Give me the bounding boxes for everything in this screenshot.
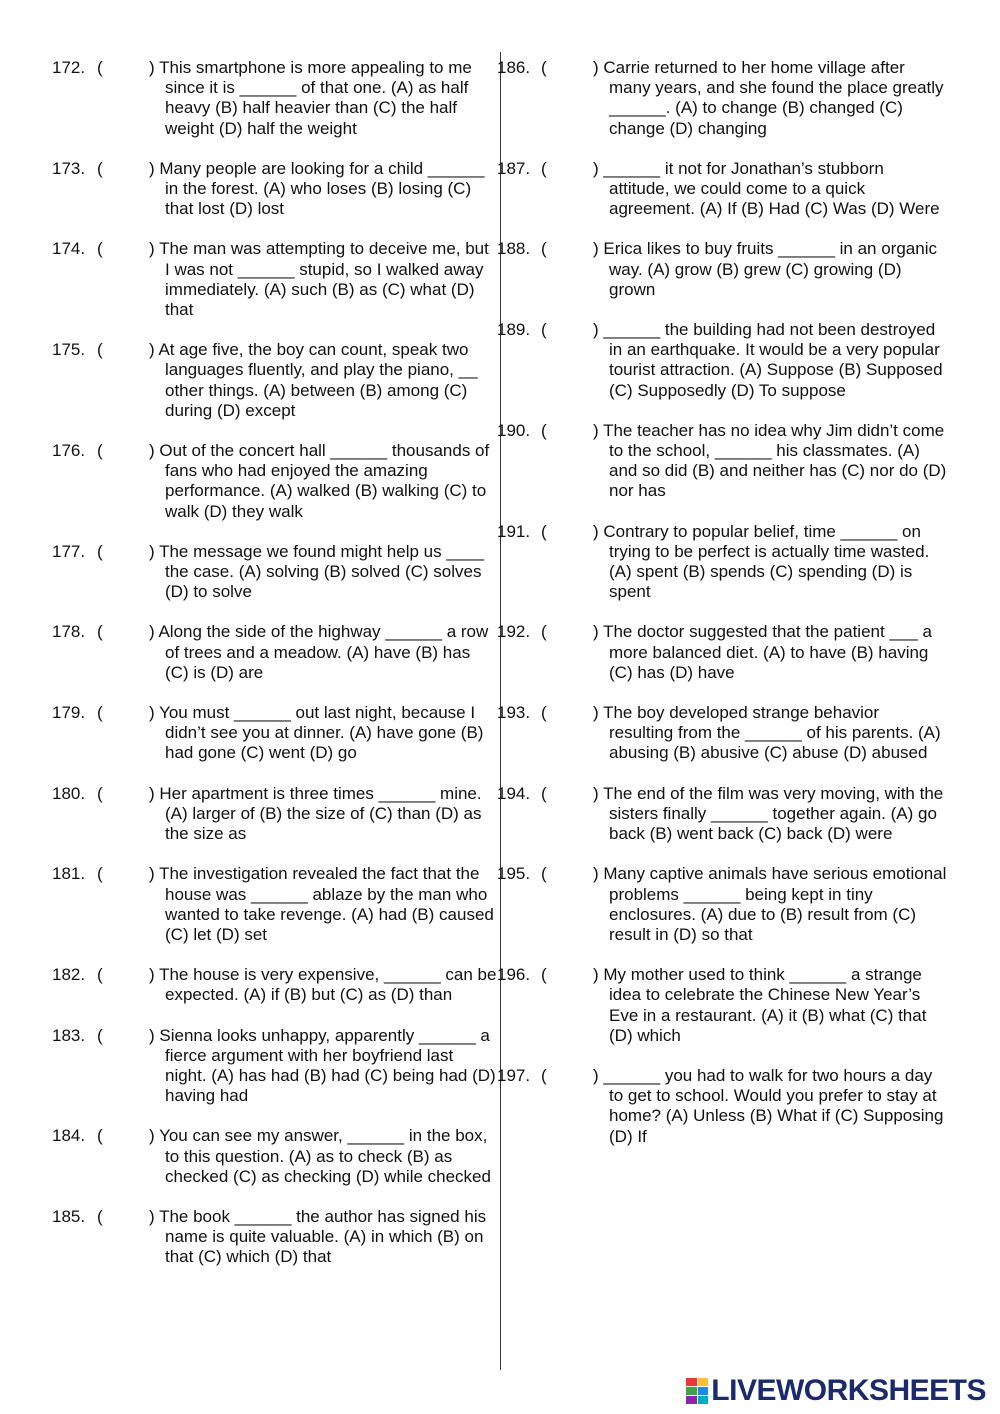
- question-number: 197.: [497, 1065, 531, 1085]
- question-item: [497, 622, 947, 683]
- question-text: ) Erica likes to buy fruits ______ in an organic way. (A) grow (B) grew (C) growing (D) grown: [593, 239, 947, 300]
- answer-paren[interactable]: (: [541, 864, 547, 884]
- question-number: 191.: [497, 521, 531, 541]
- question-text: ) My mother used to think ______ a strange idea to celebrate the Chinese New Year’s Eve in a restaurant. (A) it (B) what (C) that (D) which: [593, 965, 947, 1046]
- question-item: [497, 58, 947, 139]
- question-text: ) ______ the building had not been destroyed in an earthquake. It would be a very popular tourist attraction. (A) Suppose (B) Supposed (C) Supposedly (D) To suppose: [593, 320, 947, 401]
- question-number: 175.: [52, 340, 86, 360]
- question-item: [497, 421, 947, 502]
- question-number: 174.: [52, 239, 86, 259]
- liveworksheets-logo: [686, 1373, 986, 1409]
- answer-paren[interactable]: (: [541, 1065, 547, 1085]
- logo-square: [686, 1378, 697, 1386]
- question-text: ) ______ you had to walk for two hours a day to get to school. Would you prefer to stay at home? (A) Unless (B) What if (C) Supposing (D) If: [593, 1066, 947, 1147]
- question-item: [497, 784, 947, 845]
- question-number: 180.: [52, 783, 86, 803]
- question-number: 173.: [52, 158, 86, 178]
- question-number: 183.: [52, 1025, 86, 1045]
- question-item: [52, 864, 497, 945]
- question-item: [497, 320, 947, 401]
- question-item: [52, 1207, 497, 1268]
- question-item: [497, 522, 947, 603]
- answer-paren[interactable]: (: [97, 58, 103, 77]
- logo-text: LIVEWORKSHEETS: [711, 1374, 986, 1407]
- answer-paren[interactable]: (: [97, 158, 103, 178]
- logo-square: [698, 1396, 709, 1404]
- answer-paren[interactable]: (: [97, 783, 103, 803]
- question-text: ) The teacher has no idea why Jim didn’t come to the school, ______ his classmates. (A) and so did (B) and neither has (C) nor do (D) nor has: [593, 421, 947, 502]
- question-item: [497, 239, 947, 300]
- question-number: 179.: [52, 703, 86, 723]
- question-item: [52, 239, 497, 320]
- logo-icon: [686, 1378, 708, 1404]
- question-number: 189.: [497, 320, 531, 340]
- question-number: 195.: [497, 864, 531, 884]
- question-text: ) The boy developed strange behavior resulting from the ______ of his parents. (A) abusing (B) abusive (C) abuse (D) abused: [593, 703, 947, 764]
- answer-paren[interactable]: (: [97, 1206, 103, 1226]
- question-text: ) Many people are looking for a child ______ in the forest. (A) who loses (B) losing (C) that lost (D) lost: [149, 159, 497, 220]
- question-item: [497, 159, 947, 220]
- question-text: ) At age five, the boy can count, speak two languages fluently, and play the piano, __ other things. (A) between (B) among (C) during (D) except: [149, 340, 497, 421]
- question-text: ) The message we found might help us ____ the case. (A) solving (B) solved (C) solves (D) to solve: [149, 542, 497, 603]
- answer-paren[interactable]: (: [541, 158, 547, 178]
- question-number: 196.: [497, 965, 531, 985]
- question-text: ) The house is very expensive, ______ can be expected. (A) if (B) but (C) as (D) than: [149, 965, 497, 1005]
- question-number: 181.: [52, 864, 86, 884]
- answer-paren[interactable]: (: [541, 239, 547, 259]
- answer-paren[interactable]: (: [541, 622, 547, 642]
- question-text: ) The end of the film was very moving, with the sisters finally ______ together again. (A) go back (B) went back (C) back (D) were: [593, 784, 947, 845]
- question-number: 192.: [497, 622, 531, 642]
- question-item: [52, 703, 497, 764]
- question-number: 177.: [52, 541, 86, 561]
- question-item: [52, 622, 497, 683]
- question-text: ) Carrie returned to her home village after many years, and she found the place greatly ______. (A) to change (B) changed (C) change (D) changing: [593, 58, 947, 139]
- question-item: [497, 864, 947, 945]
- question-text: ) The book ______ the author has signed his name is quite valuable. (A) in which (B) on that (C) which (D) that: [149, 1207, 497, 1268]
- question-text: ) Along the side of the highway ______ a row of trees and a meadow. (A) have (B) has (C) is (D) are: [149, 622, 497, 683]
- answer-paren[interactable]: (: [541, 965, 547, 985]
- question-text: ) Sienna looks unhappy, apparently ______ a fierce argument with her boyfriend last night. (A) has had (B) had (C) being had (D) having had: [149, 1026, 497, 1107]
- question-number: 186.: [497, 58, 531, 77]
- logo-square: [698, 1378, 709, 1386]
- question-text: ) Contrary to popular belief, time ______ on trying to be perfect is actually time wasted. (A) spent (B) spends (C) spending (D) is spent: [593, 522, 947, 603]
- question-item: [52, 159, 497, 220]
- right-column: [497, 58, 947, 1167]
- question-text: ) You must ______ out last night, because I didn’t see you at dinner. (A) have gone (B) had gone (C) went (D) go: [149, 703, 497, 764]
- question-item: [52, 784, 497, 845]
- question-text: ) You can see my answer, ______ in the box, to this question. (A) as to check (B) as checked (C) as checking (D) while checked: [149, 1126, 497, 1187]
- answer-paren[interactable]: (: [541, 320, 547, 340]
- answer-paren[interactable]: (: [541, 703, 547, 723]
- answer-paren[interactable]: (: [541, 783, 547, 803]
- logo-square: [686, 1387, 697, 1395]
- answer-paren[interactable]: (: [541, 420, 547, 440]
- answer-paren[interactable]: (: [97, 340, 103, 360]
- answer-paren[interactable]: (: [541, 521, 547, 541]
- question-text: ) Out of the concert hall ______ thousands of fans who had enjoyed the amazing performance. (A) walked (B) walking (C) to walk (D) they walk: [149, 441, 497, 522]
- question-number: 187.: [497, 158, 531, 178]
- answer-paren[interactable]: (: [97, 541, 103, 561]
- left-column: [52, 58, 497, 1288]
- answer-paren[interactable]: (: [541, 58, 547, 77]
- question-text: ) This smartphone is more appealing to me since it is ______ of that one. (A) as half heavy (B) half heavier than (C) the half weight (D) half the weight: [149, 58, 497, 139]
- question-text: ) The doctor suggested that the patient ___ a more balanced diet. (A) to have (B) having (C) has (D) have: [593, 622, 947, 683]
- question-number: 178.: [52, 622, 86, 642]
- answer-paren[interactable]: (: [97, 239, 103, 259]
- question-number: 185.: [52, 1206, 86, 1226]
- question-number: 193.: [497, 703, 531, 723]
- question-text: ) Her apartment is three times ______ mine. (A) larger of (B) the size of (C) than (D) as the size as: [149, 784, 497, 845]
- question-item: [52, 340, 497, 421]
- question-item: [52, 965, 497, 1005]
- question-item: [52, 1126, 497, 1187]
- question-item: [52, 58, 497, 139]
- question-item: [52, 542, 497, 603]
- question-number: 172.: [52, 58, 86, 77]
- logo-square: [698, 1387, 709, 1395]
- answer-paren[interactable]: (: [97, 965, 103, 985]
- question-number: 184.: [52, 1126, 86, 1146]
- question-number: 190.: [497, 420, 531, 440]
- question-text: ) The man was attempting to deceive me, but I was not ______ stupid, so I walked away immediately. (A) such (B) as (C) what (D) that: [149, 239, 497, 320]
- question-number: 188.: [497, 239, 531, 259]
- question-item: [52, 441, 497, 522]
- answer-paren[interactable]: (: [97, 441, 103, 461]
- answer-paren[interactable]: (: [97, 1126, 103, 1146]
- question-number: 176.: [52, 441, 86, 461]
- question-number: 182.: [52, 965, 86, 985]
- answer-paren[interactable]: (: [97, 1025, 103, 1045]
- question-item: [52, 1026, 497, 1107]
- question-text: ) ______ it not for Jonathan’s stubborn attitude, we could come to a quick agreement. (A) If (B) Had (C) Was (D) Were: [593, 159, 947, 220]
- question-text: ) The investigation revealed the fact that the house was ______ ablaze by the man who wanted to take revenge. (A) had (B) caused (C) let (D) set: [149, 864, 497, 945]
- question-item: [497, 965, 947, 1046]
- answer-paren[interactable]: (: [97, 622, 103, 642]
- answer-paren[interactable]: (: [97, 864, 103, 884]
- question-item: [497, 1066, 947, 1147]
- question-text: ) Many captive animals have serious emotional problems ______ being kept in tiny enclosures. (A) due to (B) result from (C) result in (D) so that: [593, 864, 947, 945]
- answer-paren[interactable]: (: [97, 703, 103, 723]
- logo-square: [686, 1396, 697, 1404]
- question-item: [497, 703, 947, 764]
- question-number: 194.: [497, 783, 531, 803]
